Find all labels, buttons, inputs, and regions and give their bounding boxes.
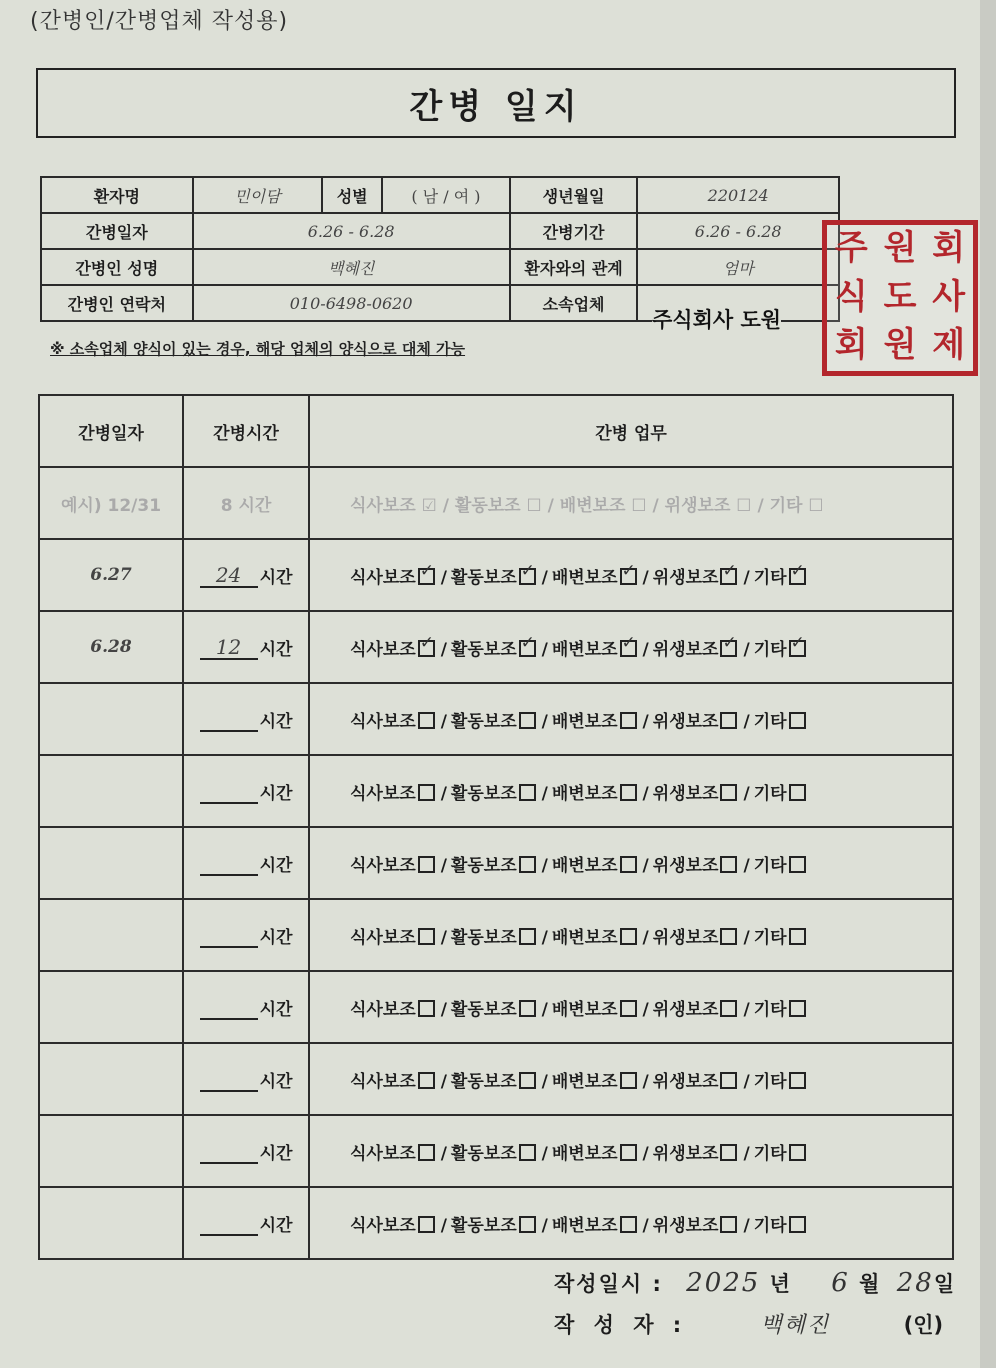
task-label: 기타 bbox=[753, 711, 787, 732]
task-checkbox[interactable] bbox=[789, 1144, 806, 1161]
task-checkbox[interactable] bbox=[519, 856, 536, 873]
log-tasks-cell bbox=[309, 827, 953, 899]
task-separator: / bbox=[642, 855, 649, 876]
example-hours-suffix: 시간 bbox=[238, 495, 272, 516]
task-checkbox[interactable] bbox=[620, 640, 637, 657]
written-date-label: 작성일시 : bbox=[554, 1272, 663, 1296]
log-date-cell[interactable] bbox=[39, 1043, 183, 1115]
example-hours-value: 8 bbox=[220, 495, 233, 516]
task-checkbox[interactable] bbox=[720, 928, 737, 945]
task-checkbox[interactable] bbox=[519, 568, 536, 585]
log-date-cell[interactable] bbox=[39, 755, 183, 827]
task-separator: / bbox=[541, 711, 548, 732]
task-separator: / bbox=[440, 783, 447, 804]
log-tasks-cell bbox=[309, 1187, 953, 1259]
task-label: 배변보조 bbox=[551, 711, 618, 732]
task-checkbox[interactable] bbox=[418, 1072, 435, 1089]
hours-suffix: 시간 bbox=[259, 1215, 293, 1236]
task-separator: / bbox=[642, 567, 649, 588]
hours-input[interactable] bbox=[200, 782, 258, 804]
task-separator: / bbox=[642, 999, 649, 1020]
task-checkbox[interactable] bbox=[789, 928, 806, 945]
task-checkbox[interactable] bbox=[418, 928, 435, 945]
author-label: 작 성 자 : bbox=[554, 1313, 688, 1337]
care-date-label: 간병일자 bbox=[41, 213, 193, 249]
task-label: 활동보조 bbox=[450, 855, 517, 876]
task-label: 기타 bbox=[753, 1143, 787, 1164]
seal-char: 식 bbox=[834, 276, 868, 317]
task-checkbox[interactable] bbox=[720, 1000, 737, 1017]
task-separator: / bbox=[743, 1215, 750, 1236]
log-hours-cell bbox=[183, 611, 309, 683]
task-label: 식사보조 bbox=[350, 711, 416, 732]
log-header-tasks: 간병 업무 bbox=[309, 395, 953, 467]
task-checkbox[interactable] bbox=[789, 640, 806, 657]
caregiver-contact-value: 010-6498-0620 bbox=[193, 285, 510, 321]
log-row bbox=[39, 1115, 953, 1187]
task-label: 식사보조 bbox=[350, 567, 416, 588]
log-date-cell[interactable] bbox=[39, 971, 183, 1043]
task-label: 활동보조 bbox=[450, 639, 517, 660]
hours-input[interactable]: 12 bbox=[200, 638, 258, 660]
task-separator: / bbox=[642, 927, 649, 948]
task-checkbox[interactable] bbox=[620, 1000, 637, 1017]
care-log-table bbox=[38, 394, 954, 1260]
task-label: 배변보조 bbox=[551, 999, 618, 1020]
task-label: 식사보조 bbox=[350, 927, 416, 948]
log-hours-cell bbox=[183, 1187, 309, 1259]
caregiver-contact-label: 간병인 연락처 bbox=[41, 285, 193, 321]
task-label: 위생보조 bbox=[652, 999, 719, 1020]
task-label: 활동보조 bbox=[450, 567, 517, 588]
log-date-cell[interactable]: 6.27 bbox=[39, 539, 183, 611]
task-separator: / bbox=[642, 711, 649, 732]
task-label: 활동보조 bbox=[450, 1215, 517, 1236]
task-label: 활동보조 bbox=[450, 711, 517, 732]
task-checkbox[interactable] bbox=[519, 640, 536, 657]
patient-name-value: 민이담 bbox=[193, 177, 323, 213]
task-checkbox[interactable] bbox=[418, 712, 435, 729]
task-label: 식사보조 bbox=[350, 1143, 416, 1164]
log-tasks-cell bbox=[309, 899, 953, 971]
company-seal-stamp bbox=[822, 220, 978, 376]
example-date: 예시) 12/31 bbox=[39, 467, 183, 539]
task-separator: / bbox=[440, 1215, 447, 1236]
task-label: 위생보조 bbox=[652, 783, 719, 804]
task-checkbox[interactable] bbox=[519, 1000, 536, 1017]
day-unit: 일 bbox=[933, 1272, 957, 1296]
task-separator: / bbox=[743, 567, 750, 588]
patient-info-table bbox=[40, 176, 840, 322]
task-checkbox[interactable] bbox=[789, 712, 806, 729]
task-separator: / bbox=[743, 855, 750, 876]
hours-input[interactable] bbox=[200, 710, 258, 732]
log-header-date: 간병일자 bbox=[39, 395, 183, 467]
log-row bbox=[39, 827, 953, 899]
log-row bbox=[39, 611, 953, 683]
task-label: 기타 bbox=[753, 639, 787, 660]
log-hours-cell bbox=[183, 899, 309, 971]
form-usage-note: (간병인/간병업체 작성용) bbox=[30, 9, 289, 34]
task-label: 활동보조 bbox=[450, 1071, 517, 1092]
hours-suffix: 시간 bbox=[259, 783, 293, 804]
hours-suffix: 시간 bbox=[259, 927, 293, 948]
task-checkbox[interactable] bbox=[620, 1144, 637, 1161]
written-date-line bbox=[554, 1268, 956, 1298]
task-checkbox[interactable] bbox=[620, 1072, 637, 1089]
task-separator: / bbox=[541, 1215, 548, 1236]
log-row bbox=[39, 971, 953, 1043]
example-tasks: 식사보조 ☑ / 활동보조 ☐ / 배변보조 ☐ / 위생보조 ☐ / 기타 ☐ bbox=[309, 467, 953, 539]
seal-char: 회 bbox=[834, 325, 868, 366]
task-checkbox[interactable] bbox=[789, 1216, 806, 1233]
log-row bbox=[39, 899, 953, 971]
task-label: 식사보조 bbox=[350, 855, 416, 876]
task-separator: / bbox=[541, 567, 548, 588]
task-label: 활동보조 bbox=[450, 927, 517, 948]
day-value: 28 bbox=[896, 1268, 934, 1298]
caregiver-name-label: 간병인 성명 bbox=[41, 249, 193, 285]
task-separator: / bbox=[743, 711, 750, 732]
task-label: 배변보조 bbox=[551, 1215, 618, 1236]
task-checkbox[interactable] bbox=[418, 1144, 435, 1161]
title-box bbox=[36, 68, 956, 138]
task-checkbox[interactable] bbox=[789, 1000, 806, 1017]
task-separator: / bbox=[743, 999, 750, 1020]
task-label: 배변보조 bbox=[551, 1143, 618, 1164]
author-seal-mark: (인) bbox=[903, 1313, 944, 1337]
hours-input[interactable]: 24 bbox=[200, 566, 258, 588]
task-separator: / bbox=[642, 1071, 649, 1092]
task-label: 배변보조 bbox=[551, 927, 618, 948]
task-label: 위생보조 bbox=[652, 639, 719, 660]
month-unit: 월 bbox=[859, 1272, 882, 1296]
gender-label: 성별 bbox=[322, 177, 382, 213]
hours-suffix: 시간 bbox=[259, 639, 293, 660]
seal-char: 제 bbox=[932, 325, 966, 366]
task-checkbox[interactable] bbox=[418, 784, 435, 801]
task-label: 식사보조 bbox=[350, 783, 416, 804]
task-checkbox[interactable] bbox=[418, 568, 435, 585]
seal-char: 원 bbox=[883, 325, 917, 366]
log-hours-cell bbox=[183, 971, 309, 1043]
task-separator: / bbox=[642, 639, 649, 660]
log-row bbox=[39, 539, 953, 611]
task-checkbox[interactable] bbox=[789, 856, 806, 873]
log-hours-cell bbox=[183, 1043, 309, 1115]
task-label: 배변보조 bbox=[551, 567, 618, 588]
hours-suffix: 시간 bbox=[259, 1071, 293, 1092]
task-checkbox[interactable] bbox=[620, 1216, 637, 1233]
hours-input[interactable] bbox=[200, 854, 258, 876]
task-checkbox[interactable] bbox=[620, 784, 637, 801]
task-label: 위생보조 bbox=[652, 711, 719, 732]
task-separator: / bbox=[541, 999, 548, 1020]
log-tasks-cell bbox=[309, 611, 953, 683]
care-date-value: 6.26 - 6.28 bbox=[193, 213, 510, 249]
task-label: 위생보조 bbox=[652, 927, 719, 948]
birth-label: 생년월일 bbox=[510, 177, 638, 213]
task-separator: / bbox=[743, 1071, 750, 1092]
task-checkbox[interactable] bbox=[519, 1216, 536, 1233]
author-signature: 백혜진 bbox=[760, 1313, 831, 1338]
task-label: 기타 bbox=[753, 855, 787, 876]
log-row bbox=[39, 683, 953, 755]
task-label: 활동보조 bbox=[450, 999, 517, 1020]
task-separator: / bbox=[743, 1143, 750, 1164]
task-checkbox[interactable] bbox=[720, 1072, 737, 1089]
task-label: 기타 bbox=[753, 927, 787, 948]
task-separator: / bbox=[541, 927, 548, 948]
example-hours bbox=[183, 467, 309, 539]
task-separator: / bbox=[440, 1143, 447, 1164]
hours-input[interactable] bbox=[200, 1214, 258, 1236]
task-checkbox[interactable] bbox=[720, 712, 737, 729]
hours-input[interactable] bbox=[200, 998, 258, 1020]
company-label: 소속업체 bbox=[510, 285, 638, 321]
log-tasks-cell bbox=[309, 1115, 953, 1187]
task-label: 식사보조 bbox=[350, 639, 416, 660]
task-checkbox[interactable] bbox=[519, 712, 536, 729]
log-tasks-cell bbox=[309, 683, 953, 755]
year-unit: 년 bbox=[769, 1272, 792, 1296]
hours-input[interactable] bbox=[200, 1142, 258, 1164]
log-hours-cell bbox=[183, 755, 309, 827]
task-separator: / bbox=[642, 783, 649, 804]
task-checkbox[interactable] bbox=[720, 640, 737, 657]
log-row bbox=[39, 1043, 953, 1115]
task-label: 기타 bbox=[753, 999, 787, 1020]
task-checkbox[interactable] bbox=[519, 1144, 536, 1161]
task-checkbox[interactable] bbox=[418, 640, 435, 657]
gender-value: ( 남 / 여 ) bbox=[382, 177, 510, 213]
log-date-cell[interactable]: 6.28 bbox=[39, 611, 183, 683]
task-separator: / bbox=[642, 1143, 649, 1164]
task-checkbox[interactable] bbox=[720, 856, 737, 873]
seal-char: 주 bbox=[834, 228, 868, 268]
task-separator: / bbox=[440, 711, 447, 732]
task-checkbox[interactable] bbox=[720, 1216, 737, 1233]
log-date-cell[interactable] bbox=[39, 827, 183, 899]
task-separator: / bbox=[440, 567, 447, 588]
hours-suffix: 시간 bbox=[259, 855, 293, 876]
hours-suffix: 시간 bbox=[259, 711, 293, 732]
task-label: 배변보조 bbox=[551, 855, 618, 876]
task-checkbox[interactable] bbox=[720, 784, 737, 801]
company-value: 주식회사 도원 bbox=[652, 304, 781, 334]
task-label: 식사보조 bbox=[350, 999, 416, 1020]
log-tasks-cell bbox=[309, 539, 953, 611]
task-separator: / bbox=[440, 855, 447, 876]
task-label: 기타 bbox=[753, 783, 787, 804]
task-label: 기타 bbox=[753, 567, 787, 588]
task-separator: / bbox=[541, 783, 548, 804]
log-date-cell[interactable] bbox=[39, 1115, 183, 1187]
seal-char: 회 bbox=[932, 228, 966, 268]
seal-char: 원 bbox=[883, 228, 917, 268]
task-separator: / bbox=[541, 1143, 548, 1164]
log-row bbox=[39, 755, 953, 827]
task-separator: / bbox=[743, 639, 750, 660]
task-separator: / bbox=[440, 927, 447, 948]
log-row bbox=[39, 1187, 953, 1259]
log-tasks-cell bbox=[309, 971, 953, 1043]
task-label: 배변보조 bbox=[551, 639, 618, 660]
care-period-value: 6.26 - 6.28 bbox=[637, 213, 839, 249]
task-label: 위생보조 bbox=[652, 1071, 719, 1092]
birth-value: 220124 bbox=[637, 177, 839, 213]
task-label: 위생보조 bbox=[652, 567, 719, 588]
task-checkbox[interactable] bbox=[519, 784, 536, 801]
task-label: 식사보조 bbox=[350, 1071, 416, 1092]
care-period-label: 간병기간 bbox=[510, 213, 638, 249]
log-date-cell[interactable] bbox=[39, 899, 183, 971]
task-checkbox[interactable] bbox=[519, 1072, 536, 1089]
task-label: 활동보조 bbox=[450, 783, 517, 804]
task-checkbox[interactable] bbox=[789, 784, 806, 801]
log-date-cell[interactable] bbox=[39, 1187, 183, 1259]
caregiver-name-value: 백혜진 bbox=[193, 249, 510, 285]
page-title: 간병 일지 bbox=[409, 86, 583, 127]
task-label: 기타 bbox=[753, 1215, 787, 1236]
month-value: 6 bbox=[831, 1268, 850, 1298]
task-label: 배변보조 bbox=[551, 1071, 618, 1092]
log-tasks-cell bbox=[309, 755, 953, 827]
task-separator: / bbox=[541, 855, 548, 876]
seal-char: 도 bbox=[883, 276, 917, 317]
task-separator: / bbox=[440, 1071, 447, 1092]
task-label: 활동보조 bbox=[450, 1143, 517, 1164]
hours-input[interactable] bbox=[200, 926, 258, 948]
seal-char: 사 bbox=[932, 276, 966, 317]
task-checkbox[interactable] bbox=[620, 568, 637, 585]
hours-suffix: 시간 bbox=[259, 999, 293, 1020]
task-checkbox[interactable] bbox=[720, 1144, 737, 1161]
task-label: 배변보조 bbox=[551, 783, 618, 804]
task-separator: / bbox=[541, 639, 548, 660]
log-tasks-cell bbox=[309, 1043, 953, 1115]
task-separator: / bbox=[440, 639, 447, 660]
log-hours-cell bbox=[183, 1115, 309, 1187]
relation-label: 환자와의 관계 bbox=[510, 249, 638, 285]
task-separator: / bbox=[440, 999, 447, 1020]
task-separator: / bbox=[541, 1071, 548, 1092]
log-hours-cell bbox=[183, 539, 309, 611]
log-hours-cell bbox=[183, 683, 309, 755]
substitution-note: ※ 소속업체 양식이 있는 경우, 해당 업체의 양식으로 대체 가능 bbox=[50, 340, 466, 358]
hours-input[interactable] bbox=[200, 1070, 258, 1092]
task-checkbox[interactable] bbox=[720, 568, 737, 585]
log-header-hours: 간병시간 bbox=[183, 395, 309, 467]
task-checkbox[interactable] bbox=[418, 856, 435, 873]
task-label: 위생보조 bbox=[652, 855, 719, 876]
patient-name-label: 환자명 bbox=[41, 177, 193, 213]
relation-value: 엄마 bbox=[637, 249, 839, 285]
task-label: 식사보조 bbox=[350, 1215, 416, 1236]
task-checkbox[interactable] bbox=[620, 712, 637, 729]
task-checkbox[interactable] bbox=[418, 1000, 435, 1017]
task-label: 기타 bbox=[753, 1071, 787, 1092]
example-row bbox=[39, 467, 953, 539]
task-separator: / bbox=[743, 927, 750, 948]
task-checkbox[interactable] bbox=[789, 568, 806, 585]
log-hours-cell bbox=[183, 827, 309, 899]
year-value: 2025 bbox=[686, 1268, 761, 1298]
task-checkbox[interactable] bbox=[620, 856, 637, 873]
hours-suffix: 시간 bbox=[259, 567, 293, 588]
task-label: 위생보조 bbox=[652, 1143, 719, 1164]
task-checkbox[interactable] bbox=[789, 1072, 806, 1089]
log-date-cell[interactable] bbox=[39, 683, 183, 755]
task-separator: / bbox=[743, 783, 750, 804]
author-line bbox=[554, 1308, 943, 1339]
hours-suffix: 시간 bbox=[259, 1143, 293, 1164]
task-separator: / bbox=[642, 1215, 649, 1236]
task-checkbox[interactable] bbox=[418, 1216, 435, 1233]
task-checkbox[interactable] bbox=[620, 928, 637, 945]
task-label: 위생보조 bbox=[652, 1215, 719, 1236]
task-checkbox[interactable] bbox=[519, 928, 536, 945]
